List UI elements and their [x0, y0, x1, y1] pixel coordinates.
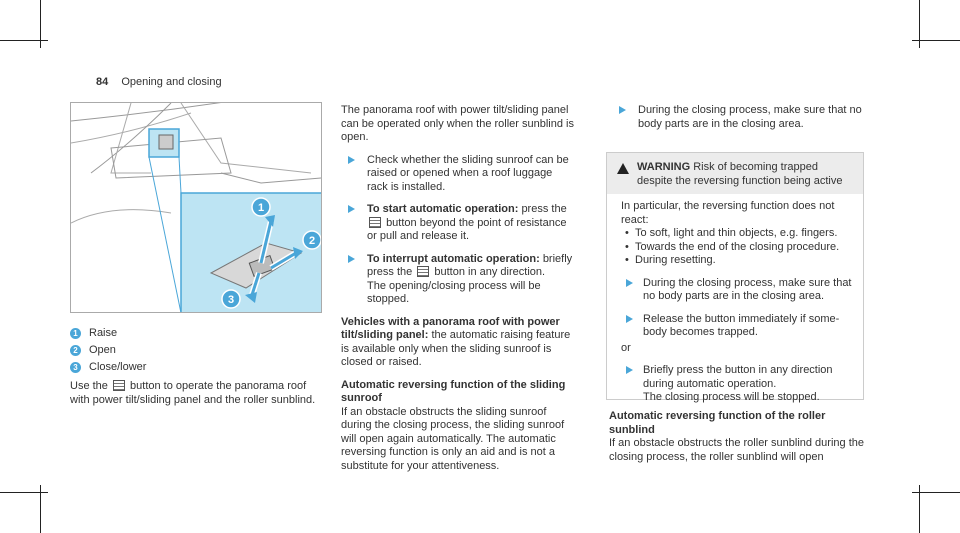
warning-bullet: • Towards the end of the closing procedure.	[621, 241, 855, 255]
roof-control-illustration	[70, 102, 322, 313]
intro-paragraph: The panorama roof with power tilt/sliding panel can be operated only when the roller sunblind is open.	[341, 104, 574, 143]
step-arrow-icon	[619, 106, 626, 114]
illustration-svg	[71, 103, 322, 313]
legend-number: 1	[70, 328, 81, 339]
step-start-automatic: To start automatic operation: press the button beyond the point of resistance or pull and release it.	[341, 203, 576, 244]
figure-legend	[70, 325, 146, 376]
reversing-sunblind-text: If an obstacle obstructs the roller sunblind during the closing process, the roller sunblind will open	[609, 437, 864, 463]
section-title: Opening and closing	[121, 76, 222, 88]
roof-button-icon	[417, 266, 429, 277]
column-2	[341, 104, 576, 482]
warning-bullet: • During resetting.	[621, 254, 855, 268]
step-arrow-icon	[348, 255, 355, 263]
step-arrow-icon	[626, 279, 633, 287]
warning-header	[607, 153, 863, 194]
warning-box	[606, 152, 864, 403]
crop-mark	[912, 492, 960, 493]
legend-item	[70, 325, 146, 342]
legend-label: Raise	[89, 326, 118, 339]
vehicles-note: Vehicles with a panorama roof with power tilt/sliding panel: the automatic raising feature is available only when the sliding sunroof is closed or raised.	[341, 315, 571, 368]
legend-item	[70, 359, 146, 376]
step-arrow-icon	[348, 205, 355, 213]
warning-title: Risk of becoming trapped despite the reversing function being active	[637, 161, 843, 187]
warning-triangle-icon	[617, 163, 629, 174]
legend-number: 2	[70, 345, 81, 356]
step-closing-body-parts: During the closing process, make sure that no body parts are in the closing area.	[612, 104, 867, 131]
usage-paragraph: Use the button to operate the panorama roof with power tilt/sliding panel and the roller sunblind.	[70, 380, 316, 406]
step-arrow-icon	[626, 366, 633, 374]
warning-step-closing: During the closing process, make sure that no body parts are in the closing area.	[621, 277, 855, 304]
warning-step-release: Release the button immediately if some-body becomes trapped.	[621, 313, 855, 340]
roof-button-icon	[369, 217, 381, 228]
crop-mark	[0, 492, 48, 493]
legend-number: 3	[70, 362, 81, 373]
step-interrupt-automatic: To interrupt automatic operation: briefly press the button in any direction. The opening/closing process will be stopped.	[341, 253, 576, 307]
warning-step-brief-press: Briefly press the button in any direction during automatic operation. The closing process will be stopped.	[621, 364, 855, 405]
warning-bullet: • To soft, light and thin objects, e.g. fingers.	[621, 227, 855, 241]
roof-button-icon	[113, 380, 125, 391]
heading-reversing-sunblind: Automatic reversing function of the roller sunblind	[609, 410, 826, 436]
step-check-roof-rack: Check whether the sliding sunroof can be raised or opened when a roof luggage rack is installed.	[341, 154, 576, 195]
column-3-bottom	[609, 410, 871, 464]
column-1-text	[70, 380, 320, 416]
legend-label: Close/lower	[89, 360, 147, 373]
callout-3: 3	[227, 294, 235, 306]
step-arrow-icon	[348, 156, 355, 164]
warning-or: or	[621, 341, 631, 354]
callout-1: 1	[257, 202, 265, 214]
crop-mark	[0, 40, 48, 41]
warning-label: WARNING	[637, 161, 691, 173]
reversing-sunroof-text: If an obstacle obstructs the sliding sunroof during the closing process, the sliding sunroof will open again automatically. The automatic reversing function is only an aid and is not a substitute for your attentiveness.	[341, 405, 565, 472]
warning-body	[607, 194, 863, 411]
callout-2: 2	[308, 235, 316, 247]
heading-reversing-sunroof: Automatic reversing function of the sliding sunroof	[341, 378, 566, 404]
page-header	[96, 76, 222, 90]
step-arrow-icon	[626, 315, 633, 323]
column-3-top	[612, 104, 867, 140]
legend-item	[70, 342, 146, 359]
page-number: 84	[96, 76, 109, 88]
warning-intro: In particular, the reversing function does not react:	[621, 200, 835, 226]
legend-label: Open	[89, 343, 116, 356]
crop-mark	[912, 40, 960, 41]
